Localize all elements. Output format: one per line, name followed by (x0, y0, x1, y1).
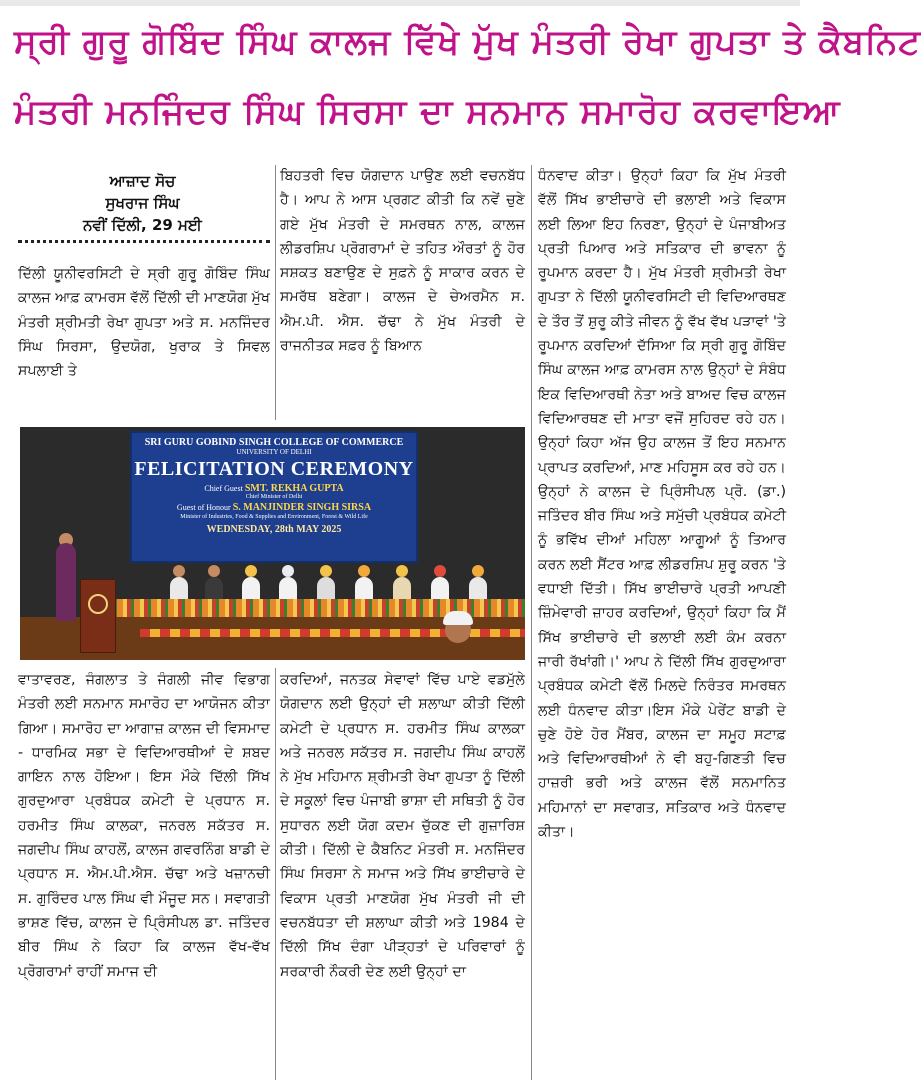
column-3 (538, 164, 786, 1079)
banner-title: FELICITATION CEREMONY (134, 458, 414, 480)
speaker-figure (56, 543, 76, 621)
chief-guest-name: SMT. REKHA GUPTA (244, 483, 344, 494)
article-paragraph: ਬਿਹਤਰੀ ਵਿਚ ਯੋਗਦਾਨ ਪਾਉਣ ਲਈ ਵਚਨਬੱਧ ਹੈ। ਆਪ ਨੇ ਆਸ ਪ੍ਰਗਟ ਕੀਤੀ ਕਿ ਨਵੇਂ ਚੁਣੇ ਗਏ ਮੁੱਖ ਮੰਤਰੀ ਦੇ ਸਮਰਥਨ ਨਾਲ, ਕਾਲਜ ਲੀਡਰਸ਼ਿਪ ਪ੍ਰੋਗਰਾਮਾਂ ਦੇ ਤਹਿਤ ਔਰਤਾਂ ਨੂੰ ਹੋਰ ਸਸ਼ਕਤ ਬਣਾਉਣ ਦੇ ਸੁਫ਼ਨੇ ਨੂੰ ਸਾਕਾਰ ਕਰਨ ਦੇ ਸਮਰੱਥ ਬਣੇਗਾ। ਕਾਲਜ ਦੇ ਚੇਅਰਮੈਨ ਸ. ਐਮ.ਪੀ. ਐਸ. ਚੱਢਾ ਨੇ ਮੁੱਖ ਮੰਤਰੀ ਦੇ ਰਾਜਨੀਤਕ ਸਫ਼ਰ ਨੂੰ ਬਿਆਨ (280, 168, 525, 355)
column-rule (531, 165, 532, 1080)
column-rule (275, 165, 276, 420)
column-2-bottom (280, 668, 525, 1080)
article-paragraph: ਕਰਦਿਆਂ, ਜਨਤਕ ਸੇਵਾਵਾਂ ਵਿੱਚ ਪਾਏ ਵਡਮੁੱਲੇ ਯੋਗਦਾਨ ਲਈ ਉਨ੍ਹਾਂ ਦੀ ਸ਼ਲਾਘਾ ਕੀਤੀ ਦਿੱਲੀ ਕਮੇਟੀ ਦੇ ਪ੍ਰਧਾਨ ਸ. ਹਰਮੀਤ ਸਿੰਘ ਕਾਲਕਾ ਅਤੇ ਜਨਰਲ ਸਕੱਤਰ ਸ. ਜਗਦੀਪ ਸਿੰਘ ਕਾਹਲੋਂ ਨੇ ਮੁੱਖ ਮਹਿਮਾਨ ਸ਼੍ਰੀਮਤੀ ਰੇਖਾ ਗੁਪਤਾ ਨੂੰ ਦਿੱਲੀ ਦੇ ਸਕੂਲਾਂ ਵਿਚ ਪੰਜਾਬੀ ਭਾਸ਼ਾ ਦੀ ਸਥਿਤੀ ਨੂੰ ਹੋਰ ਸੁਧਾਰਨ ਲਈ ਯੋਗ ਕਦਮ ਚੁੱਕਣ ਦੀ ਗੁਜ਼ਾਰਿਸ਼ ਕੀਤੀ। ਦਿੱਲੀ ਦੇ ਕੈਬਨਿਟ ਮੰਤਰੀ ਸ. ਮਨਜਿੰਦਰ ਸਿੰਘ ਸਿਰਸਾ ਨੇ ਸਮਾਜ ਅਤੇ ਸਿੱਖ ਭਾਈਚਾਰੇ ਦੇ ਵਿਕਾਸ ਪ੍ਰਤੀ ਮਾਣਯੋਗ ਮੁੱਖ ਮੰਤਰੀ ਜੀ ਦੀ ਵਚਨਬੱਧਤਾ ਦੀ ਸ਼ਲਾਘਾ ਕੀਤੀ ਅਤੇ 1984 ਦੇ ਦਿੱਲੀ ਸਿੱਖ ਦੰਗਾ ਪੀੜ੍ਹਤਾਂ ਦੇ ਪਰਿਵਾਰਾਂ ਨੂੰ ਸਰਕਾਰੀ ਨੌਕਰੀ ਦੇਣ ਲਈ ਉਨ੍ਹਾਂ ਦਾ (280, 672, 525, 980)
article-paragraph: ਦਿੱਲੀ ਯੂਨੀਵਰਸਿਟੀ ਦੇ ਸ੍ਰੀ ਗੁਰੂ ਗੋਬਿੰਦ ਸਿੰਘ ਕਾਲਜ ਆਫ਼ ਕਾਮਰਸ ਵੱਲੋਂ ਦਿੱਲੀ ਦੀ ਮਾਣਯੋਗ ਮੁੱਖ ਮੰਤਰੀ ਸ਼੍ਰੀਮਤੀ ਰੇਖਾ ਗੁਪਤਾ ਅਤੇ ਸ. ਮਨਜਿੰਦਰ ਸਿੰਘ ਸਿਰਸਾ, ਉਦਯੋਗ, ਖੁਰਾਕ ਤੇ ਸਿਵਲ ਸਪਲਾਈ ਤੇ (18, 266, 270, 380)
ceremony-photo (20, 427, 525, 660)
column-rule (275, 668, 276, 1080)
article-paragraph: ਵਾਤਾਵਰਣ, ਜੰਗਲਾਤ ਤੇ ਜੰਗਲੀ ਜੀਵ ਵਿਭਾਗ ਮੰਤਰੀ ਲਈ ਸਨਮਾਨ ਸਮਾਰੋਹ ਦਾ ਆਯੋਜਨ ਕੀਤਾ ਗਿਆ। ਸਮਾਰੋਹ ਦਾ ਆਗਾਜ਼ ਕਾਲਜ ਦੀ ਵਿਸਮਾਦ - ਧਾਰਮਿਕ ਸਭਾ ਦੇ ਵਿਦਿਆਰਥੀਆਂ ਦੇ ਸ਼ਬਦ ਗਾਇਨ ਨਾਲ ਹੋਇਆ। ਇਸ ਮੌਕੇ ਦਿੱਲੀ ਸਿੱਖ ਗੁਰਦੁਆਰਾ ਪ੍ਰਬੰਧਕ ਕਮੇਟੀ ਦੇ ਪ੍ਰਧਾਨ ਸ. ਹਰਮੀਤ ਸਿੰਘ ਕਾਲਕਾ, ਜਨਰਲ ਸਕੱਤਰ ਸ. ਜਗਦੀਪ ਸਿੰਘ ਕਾਹਲੋਂ, ਕਾਲਜ ਗਵਰਨਿੰਗ ਬਾਡੀ ਦੇ ਪ੍ਰਧਾਨ ਸ. ਐਮ.ਪੀ.ਐਸ. ਚੱਢਾ ਅਤੇ ਖਜ਼ਾਨਚੀ ਸ. ਗੁਰਿੰਦਰ ਪਾਲ ਸਿੰਘ ਵੀ ਮੌਜੂਦ ਸਨ। ਸਵਾਗਤੀ ਭਾਸ਼ਣ ਵਿੱਚ, ਕਾਲਜ ਦੇ ਪ੍ਰਿੰਸੀਪਲ ਡਾ. ਜਤਿੰਦਰ ਬੀਰ ਸਿੰਘ ਨੇ ਕਿਹਾ ਕਿ ਕਾਲਜ ਵੱਖ-ਵੱਖ ਪ੍ਰੋਗਰਾਮਾਂ ਰਾਹੀਂ ਸਮਾਜ ਦੀ (18, 672, 270, 980)
banner-university: UNIVERSITY OF DELHI (236, 448, 312, 456)
seated-guest (242, 577, 260, 601)
event-banner (130, 431, 418, 563)
guest-head (173, 565, 185, 577)
seated-guest (317, 577, 335, 601)
chief-guest-role: Chief Minister of Delhi (245, 494, 303, 500)
guest-head (358, 565, 370, 577)
banner-chief-guest (132, 483, 416, 494)
banner-guest-of-honour (132, 502, 416, 513)
guest-of-honour-role: Minister of Industries, Food & Supplies and Environment, Forest & Wild Life (180, 514, 368, 520)
column-1-bottom (18, 668, 270, 1080)
article-paragraph: ਧੰਨਵਾਦ ਕੀਤਾ। ਉਨ੍ਹਾਂ ਕਿਹਾ ਕਿ ਮੁੱਖ ਮੰਤਰੀ ਵੱਲੋਂ ਸਿੱਖ ਭਾਈਚਾਰੇ ਦੀ ਭਲਾਈ ਅਤੇ ਵਿਕਾਸ ਲਈ ਲਿਆ ਇਹ ਨਿਰਣਾ, ਉਨ੍ਹਾਂ ਦੇ ਪੰਜਾਬੀਅਤ ਪ੍ਰਤੀ ਪਿਆਰ ਅਤੇ ਸਤਿਕਾਰ ਦੀ ਭਾਵਨਾ ਨੂੰ ਰੂਪਮਾਨ ਕਰਦਾ ਹੈ। ਮੁੱਖ ਮੰਤਰੀ ਸ਼੍ਰੀਮਤੀ ਰੇਖਾ ਗੁਪਤਾ ਨੇ ਦਿੱਲੀ ਯੂਨੀਵਰਸਿਟੀ ਦੀ ਵਿਦਿਆਰਥਣ ਦੇ ਤੌਰ ਤੋਂ ਸ਼ੁਰੂ ਕੀਤੇ ਜੀਵਨ ਨੂੰ ਵੱਖ ਵੱਖ ਪੜਾਵਾਂ 'ਤੇ ਰੂਪਮਾਨ ਕਰਦਿਆਂ ਦੱਸਿਆ ਕਿ ਸ੍ਰੀ ਗੁਰੂ ਗੋਬਿੰਦ ਸਿੰਘ ਕਾਲਜ ਆਫ਼ ਕਾਮਰਸ ਨਾਲ ਉਨ੍ਹਾਂ ਦੇ ਸੰਬੰਧ ਇਕ ਵਿਦਿਆਰਥੀ ਨੇਤਾ ਅਤੇ ਬਾਅਦ ਵਿਚ ਕਾਲਜ ਵਿਦਿਆਰਥਣ ਦੀ ਮਾਤਾ ਵਜੋਂ ਸੁਹਿਰਦ ਰਹੇ ਹਨ। ਉਨ੍ਹਾਂ ਕਿਹਾ ਅੱਜ ਉਹ ਕਾਲਜ ਤੋਂ ਇਹ ਸਨਮਾਨ ਪ੍ਰਾਪਤ ਕਰਦਿਆਂ, ਮਾਣ ਮਹਿਸੂਸ ਕਰ ਰਹੇ ਹਨ। ਉਨ੍ਹਾਂ ਨੇ ਕਾਲਜ ਦੇ ਪ੍ਰਿੰਸੀਪਲ ਪ੍ਰੋ. (ਡਾ.) ਜਤਿੰਦਰ ਬੀਰ ਸਿੰਘ ਅਤੇ ਸਮੁੱਚੀ ਪ੍ਰਬੰਧਕ ਕਮੇਟੀ ਨੂੰ ਭਵਿੱਖ ਦੀਆਂ ਮਹਿਲਾ ਆਗੂਆਂ ਨੂੰ ਤਿਆਰ ਕਰਨ ਲਈ ਸੈਂਟਰ ਆਫ਼ ਲੀਡਰਸ਼ਿਪ ਸ਼ੁਰੂ ਕਰਨ 'ਤੇ ਵਧਾਈ ਦਿੱਤੀ। ਸਿੱਖ ਭਾਈਚਾਰੇ ਪ੍ਰਤੀ ਆਪਣੀ ਜ਼ਿੰਮੇਵਾਰੀ ਜ਼ਾਹਰ ਕਰਦਿਆਂ, ਉਨ੍ਹਾਂ ਕਿਹਾ ਕਿ ਮੈਂ ਸਿੱਖ ਭਾਈਚਾਰੇ ਦੀ ਭਲਾਈ ਲਈ ਕੰਮ ਕਰਨਾ ਜਾਰੀ ਰੱਖਾਂਗੀ।' ਆਪ ਨੇ ਦਿੱਲੀ ਸਿੱਖ ਗੁਰਦੁਆਰਾ ਪ੍ਰਬੰਧਕ ਕਮੇਟੀ ਵੱਲੋਂ ਮਿਲਦੇ ਨਿਰੰਤਰ ਸਮਰਥਨ ਲਈ ਧੰਨਵਾਦ ਕੀਤਾ।ਇਸ ਮੌਕੇ ਪੇਰੇਂਟ ਬਾਡੀ ਦੇ ਚੁਣੇ ਹੋਏ ਹੋਰ ਮੈਂਬਰ, ਕਾਲਜ ਦਾ ਸਮੂਹ ਸਟਾਫ਼ ਅਤੇ ਵਿਦਿਆਰਥੀਆਂ ਨੇ ਵੀ ਬਹੁ-ਗਿਣਤੀ ਵਿਚ ਹਾਜ਼ਰੀ ਭਰੀ ਅਤੇ ਕਾਲਜ ਵੱਲੋਂ ਸਨਮਾਨਿਤ ਮਹਿਮਾਨਾਂ ਦਾ ਸਵਾਗਤ, ਸਤਿਕਾਰ ਅਤੇ ਧੰਨਵਾਦ ਕੀਤਾ। (538, 168, 786, 841)
podium (80, 579, 116, 653)
column-2-top (280, 164, 525, 420)
guest-head (282, 565, 294, 577)
seated-guest (279, 577, 297, 601)
byline-divider (18, 240, 270, 243)
dateline: ਨਵੀਂ ਦਿੱਲੀ, 29 ਮਈ (83, 216, 202, 234)
seated-guest (431, 577, 449, 601)
chief-guest-label: Chief Guest (204, 484, 243, 493)
guest-head (396, 565, 408, 577)
banner-college: SRI GURU GOBIND SINGH COLLEGE OF COMMERCE (144, 437, 404, 448)
guest-head (472, 565, 484, 577)
audience-turban (443, 611, 473, 625)
headline-line-1: ਸ੍ਰੀ ਗੁਰੂ ਗੋਬਿੰਦ ਸਿੰਘ ਕਾਲਜ ਵਿੱਖੇ ਮੁੱਖ ਮੰਤਰੀ ਰੇਖਾ ਗੁਪਤਾ ਤੇ ਕੈਬਨਿਟ (14, 22, 921, 62)
seated-guest (469, 577, 487, 601)
seated-guest (205, 577, 223, 601)
banner-date: WEDNESDAY, 28th MAY 2025 (206, 524, 342, 535)
seated-guest (170, 577, 188, 601)
publication-name: ਆਜ਼ਾਦ ਸੋਚ (109, 172, 176, 190)
guest-of-honour-label: Guest of Honour (176, 503, 231, 512)
headline-line-2: ਮੰਤਰੀ ਮਨਜਿੰਦਰ ਸਿੰਘ ਸਿਰਸਾ ਦਾ ਸਨਮਾਨ ਸਮਾਰੋਹ ਕਰਵਾਇਆ (14, 92, 841, 132)
guest-head (434, 565, 446, 577)
top-edge (0, 0, 800, 6)
column-1-top (18, 262, 270, 420)
byline (20, 170, 265, 236)
guest-head (208, 565, 220, 577)
guest-head (245, 565, 257, 577)
seated-guest (393, 577, 411, 601)
reporter-name: ਸੁਖਰਾਜ ਸਿੰਘ (105, 194, 180, 212)
seated-guest (355, 577, 373, 601)
guest-of-honour-name: S. MANJINDER SINGH SIRSA (232, 502, 372, 513)
guest-head (320, 565, 332, 577)
college-logo-icon (88, 594, 108, 614)
